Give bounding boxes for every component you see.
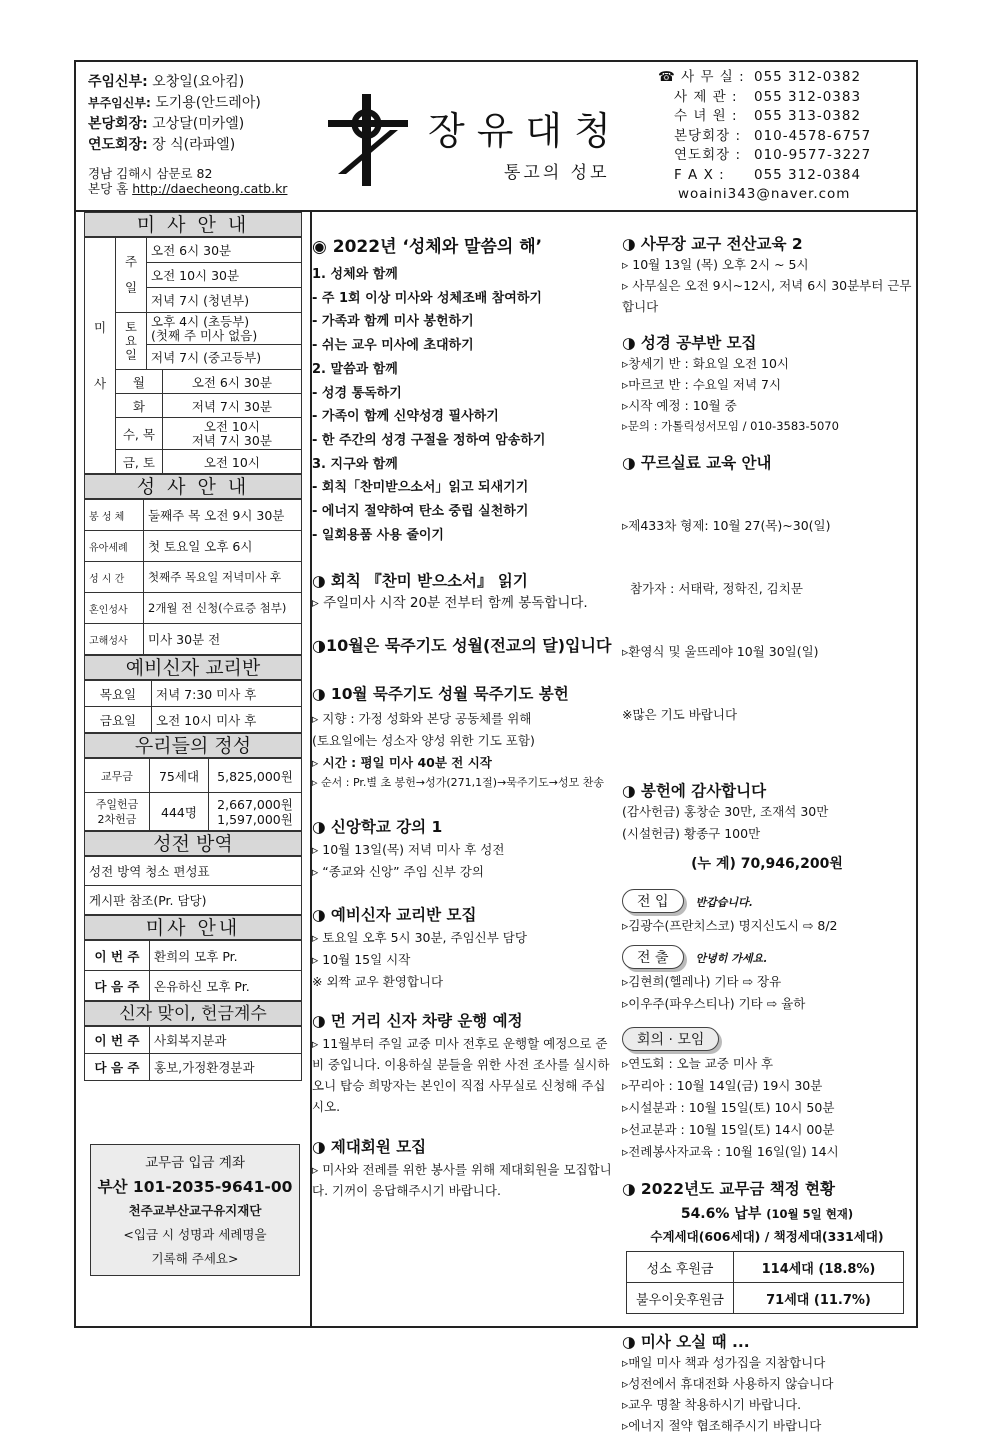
offering-count: 75세대 bbox=[150, 759, 209, 793]
list-item: ▹ 지향 : 가정 성화와 본당 공동체를 위해 bbox=[312, 711, 532, 727]
list-item: ▹전례봉사자교육 : 10월 16일(일) 14시 bbox=[622, 1144, 839, 1159]
homepage-label: 본당 홈 bbox=[88, 181, 129, 196]
week-label: 이 번 주 bbox=[85, 1027, 150, 1054]
parish-subtitle: 통고의 성모 bbox=[504, 163, 610, 183]
contact-row: F A X : 055 312-0384 bbox=[674, 166, 862, 183]
email[interactable]: woaini343@naver.com bbox=[678, 186, 851, 202]
class-time: 오전 10시 미사 후 bbox=[152, 707, 302, 733]
transfer-out-list bbox=[622, 971, 912, 1015]
list-item: 1. 성체와 함께 bbox=[312, 267, 398, 282]
offering-table bbox=[84, 758, 302, 831]
sacrament-info: 첫째주 목요일 저녁미사 후 bbox=[144, 562, 302, 593]
shuttle-title: ◑ 먼 거리 신자 차량 운행 예정 bbox=[312, 1012, 523, 1031]
thanks-list bbox=[622, 801, 912, 845]
list-item: - 에너지 절약하여 탄소 중립 실천하기 bbox=[312, 504, 529, 520]
week-label: 다 음 주 bbox=[85, 971, 150, 1001]
contact-row: 연도회장 : 010-9577-3227 bbox=[674, 147, 872, 163]
rosary-month-title: ◑10월은 묵주기도 성월(전교의 달)입니다 bbox=[312, 636, 612, 656]
bank-account-box bbox=[90, 1144, 300, 1276]
list-item: ▹ 순서 : Pr.별 초 봉헌→성가(271,1절)→묵주기도→성모 찬송 bbox=[312, 776, 605, 790]
list-item: - 성경 통독하기 bbox=[312, 385, 402, 401]
list-item: ▹마르코 반 : 수요일 저녁 7시 bbox=[622, 377, 782, 392]
list-item: ▹ 사무실은 오전 9시~12시, 저녁 6시 30분부터 근무합니다 bbox=[622, 278, 912, 314]
transfer-out-tag: 전 출 bbox=[622, 945, 684, 969]
bible-study-title: ◑ 성경 공부반 모집 bbox=[622, 334, 757, 352]
list-item: ▹ 10월 15일 시작 bbox=[312, 952, 411, 968]
list-item: - 한 주간의 성경 구절을 정하여 암송하기 bbox=[312, 432, 546, 448]
list-item: ▹에너지 절약 협조해주시기 바랍니다 bbox=[622, 1418, 822, 1433]
list-item: ▹ 토요일 오후 5시 30분, 주임신부 담당 bbox=[312, 930, 527, 946]
homepage-link[interactable]: http://daecheong.catb.kr bbox=[132, 181, 288, 196]
address: 경남 김해시 삼문로 82 bbox=[88, 166, 213, 181]
laudato-si-title: ◑ 회칙 『찬미 받으소서』 읽기 bbox=[312, 572, 528, 591]
welcome-heading: 신자 맞이, 헌금계수 bbox=[84, 1001, 302, 1026]
catechumen-recruit-list bbox=[312, 927, 616, 993]
list-item: ▹창세기 반 : 화요일 오전 10시 bbox=[622, 356, 790, 371]
fee-rate: 54.6% 납부 bbox=[680, 1206, 762, 1222]
class-day: 금요일 bbox=[85, 707, 152, 733]
year-theme-list bbox=[312, 263, 616, 547]
middle-column bbox=[312, 212, 616, 1201]
offering-type: 교무금 bbox=[85, 759, 150, 793]
list-item: (시설헌금) 황종구 100만 bbox=[622, 826, 761, 841]
contact-row: ☎ 사 무 실 : 055 312-0382 bbox=[658, 69, 862, 85]
list-item: ▹연도회 : 오늘 교중 미사 후 bbox=[622, 1056, 774, 1071]
list-item: ▹ 10월 13일(목) 저녁 미사 후 성전 bbox=[312, 842, 505, 858]
duty-group: 사회복지분과 bbox=[150, 1027, 302, 1054]
address-block bbox=[88, 166, 287, 196]
fund-table bbox=[626, 1251, 904, 1314]
parish-cross-logo-icon bbox=[328, 94, 408, 186]
mass-duty-heading: 미사 안내 bbox=[84, 915, 302, 940]
weekday: 금, 토 bbox=[116, 450, 163, 474]
mass-time: 오후 4시 (초등부) (첫째 주 미사 없음) bbox=[147, 313, 302, 345]
class-day: 목요일 bbox=[85, 681, 152, 707]
fee-date: (10월 5일 현재) bbox=[766, 1207, 854, 1221]
mass-time: 저녁 7시 (중고등부) bbox=[147, 345, 302, 370]
catechumen-table bbox=[84, 680, 302, 733]
cleaning-info: 성전 방역 청소 편성표 bbox=[85, 857, 302, 886]
list-item: ※ 외짝 교우 환영합니다 bbox=[312, 974, 444, 990]
contact-list bbox=[658, 68, 871, 205]
list-item: 참가자 : 서태락, 정학진, 김치문 bbox=[622, 581, 803, 596]
contact-row: 수 녀 원 : 055 313-0382 bbox=[674, 108, 862, 124]
list-item: (감사헌금) 홍창순 30만, 조재석 30만 bbox=[622, 804, 829, 819]
account-holder: 천주교부산교구유지재단 bbox=[128, 1203, 262, 1218]
thanks-title: ◑ 봉헌에 감사합니다 bbox=[622, 782, 767, 800]
cursillo-list bbox=[622, 473, 912, 767]
mass-group-label: 미 사 bbox=[85, 238, 116, 474]
mass-time: 저녁 7시 30분 bbox=[162, 394, 301, 418]
list-item: ▹김광수(프란치스코) 명지신도시 ⇨ 8/2 bbox=[622, 918, 838, 933]
cleaning-info: 게시판 참조(Pr. 담당) bbox=[85, 886, 302, 915]
offering-type: 주일헌금 2차헌금 bbox=[85, 793, 150, 831]
parish-fee-title: ◑ 2022년도 교무금 책정 현황 bbox=[622, 1180, 836, 1198]
list-item: ▹ 시간 : 평일 미사 40분 전 시작 bbox=[312, 755, 492, 771]
list-item: ▹교우 명찰 착용하시기 바랍니다. bbox=[622, 1397, 802, 1412]
office-training-title: ◑ 사무장 교구 전산교육 2 bbox=[622, 235, 803, 253]
pastor-row: 연도회장: 장 식(라파엘) bbox=[88, 137, 236, 153]
list-item: ▹제433차 형제: 10월 27(목)~30(일) bbox=[622, 518, 831, 533]
catechumen-heading: 예비신자 교리반 bbox=[84, 655, 302, 680]
saturday-label: 토 요 일 bbox=[116, 313, 147, 370]
mass-time: 오전 10시 30분 bbox=[147, 263, 302, 288]
offering-heading: 우리들의 정성 bbox=[84, 733, 302, 758]
pastor-row: 부주임신부: 도기용(안드레아) bbox=[88, 95, 261, 111]
welcome-handwriting: 반갑습니다. bbox=[695, 896, 753, 909]
fund-value: 114세대 (18.8%) bbox=[734, 1252, 904, 1283]
cleaning-table bbox=[84, 856, 302, 915]
catechumen-recruit-title: ◑ 예비신자 교리반 모집 bbox=[312, 906, 477, 925]
sacrament-name: 봉 성 체 bbox=[85, 500, 144, 531]
header bbox=[76, 62, 916, 212]
sacrament-info: 둘째주 목 오전 9시 30분 bbox=[144, 500, 302, 531]
left-sidebar bbox=[84, 212, 302, 1081]
week-label: 이 번 주 bbox=[85, 941, 150, 971]
account-number: 부산 101-2035-9641-00 bbox=[97, 1178, 293, 1196]
weekday: 월 bbox=[116, 370, 163, 394]
meeting-tag: 회의 · 모임 bbox=[622, 1027, 719, 1051]
weekday: 화 bbox=[116, 394, 163, 418]
pastor-row: 본당회장: 고상달(미카엘) bbox=[88, 116, 245, 132]
account-note: <입금 시 성명과 세례명을 bbox=[123, 1227, 267, 1242]
offering-amount: 5,825,000원 bbox=[209, 759, 302, 793]
office-training-list bbox=[622, 254, 912, 317]
bible-study-list bbox=[622, 353, 912, 437]
list-item: ▹ “종교와 신앙” 주임 신부 강의 bbox=[312, 864, 484, 880]
list-item: - 주 1회 이상 미사와 성체조배 참여하기 bbox=[312, 290, 542, 306]
mass-schedule-heading: 미 사 안 내 bbox=[84, 212, 302, 237]
list-item: ▹김현희(헬레나) 기타 ⇨ 장유 bbox=[622, 974, 782, 989]
faith-school-title: ◑ 신앙학교 강의 1 bbox=[312, 818, 443, 837]
list-item: ▹성전에서 휴대전화 사용하지 않습니다 bbox=[622, 1376, 834, 1391]
altar-server-title: ◑ 제대회원 모집 bbox=[312, 1138, 427, 1157]
list-item: - 일회용품 사용 줄이기 bbox=[312, 527, 444, 543]
offering-count: 444명 bbox=[150, 793, 209, 831]
rosary-offering-title: ◑ 10월 묵주기도 성월 묵주기도 봉헌 bbox=[312, 685, 569, 704]
cleaning-heading: 성전 방역 bbox=[84, 831, 302, 856]
mass-duty-table bbox=[84, 940, 302, 1001]
bulletin-page bbox=[74, 60, 918, 1433]
welcome-table bbox=[84, 1026, 302, 1081]
sacrament-info: 미사 30분 전 bbox=[144, 624, 302, 655]
mass-etiquette-list bbox=[622, 1352, 912, 1436]
shuttle-body: ▹ 11월부터 주일 교중 미사 전후로 운행할 예정으로 준비 중입니다. 이용하실 분들을 위한 사전 조사를 실시하오니 탑승 희망자는 본인이 직접 사무실로 신청해 주십시오. bbox=[312, 1036, 610, 1115]
list-item: ▹매일 미사 책과 성가집을 지참합니다 bbox=[622, 1355, 826, 1370]
transfer-in-tag: 전 입 bbox=[622, 889, 684, 913]
altar-server-body: ▹ 미사와 전례를 위한 봉사를 위해 제대회원을 모집합니다. 기꺼이 응답해주시기 바랍니다. bbox=[312, 1162, 612, 1199]
mass-time: 저녁 7시 (청년부) bbox=[147, 288, 302, 313]
contact-row: 사 제 관 : 055 312-0383 bbox=[674, 88, 862, 105]
sunday-label: 주 일 bbox=[116, 238, 147, 313]
sacrament-info: 첫 토요일 오후 6시 bbox=[144, 531, 302, 562]
list-item: ▹꾸리아 : 10월 14일(금) 19시 30분 bbox=[622, 1078, 823, 1093]
mass-etiquette-title: ◑ 미사 오실 때 ... bbox=[622, 1333, 750, 1351]
duty-group: 홍보,가정환경분과 bbox=[150, 1054, 302, 1081]
sacrament-name: 유아세례 bbox=[85, 531, 144, 562]
farewell-handwriting: 안녕히 가세요. bbox=[695, 952, 767, 965]
year-theme-title: ◉ 2022년 ‘성체와 말씀의 해’ bbox=[312, 237, 543, 257]
fund-value: 71세대 (11.7%) bbox=[734, 1283, 904, 1314]
list-item: 3. 지구와 함께 bbox=[312, 456, 398, 472]
parish-title: 장유대청 bbox=[428, 109, 623, 153]
list-item: - 회칙「찬미받으소서」읽고 되새기기 bbox=[312, 480, 529, 496]
sacrament-table bbox=[84, 499, 302, 655]
list-item: ▹시설분과 : 10월 15일(토) 10시 50분 bbox=[622, 1100, 835, 1115]
cursillo-title: ◑ 꾸르실료 교육 안내 bbox=[622, 454, 772, 472]
weekday: 수, 목 bbox=[116, 418, 163, 450]
transfer-in-list bbox=[622, 915, 912, 937]
laudato-si-body: ▹ 주일미사 시작 20분 전부터 함께 봉독합니다. bbox=[312, 595, 588, 612]
week-label: 다 음 주 bbox=[85, 1054, 150, 1081]
fee-subtitle: 수계세대(606세대) / 책정세대(331세대) bbox=[650, 1229, 884, 1244]
mass-time: 오전 10시 저녁 7시 30분 bbox=[162, 418, 301, 450]
rosary-offering-list bbox=[312, 708, 616, 791]
list-item: ▹문의 : 가톨릭성서모임 / 010-3583-5070 bbox=[622, 419, 839, 433]
fund-name: 불우이웃후원금 bbox=[627, 1283, 734, 1314]
class-time: 저녁 7:30 미사 후 bbox=[152, 681, 302, 707]
duty-group: 온유하신 모후 Pr. bbox=[150, 971, 302, 1001]
mass-time: 오전 6시 30분 bbox=[147, 238, 302, 263]
mass-time: 오전 10시 bbox=[162, 450, 301, 474]
mass-schedule-table bbox=[84, 237, 302, 474]
list-item: ※많은 기도 바랍니다 bbox=[622, 707, 738, 722]
list-item: ▹시작 예정 : 10월 중 bbox=[622, 398, 737, 413]
sacrament-name: 혼인성사 bbox=[85, 593, 144, 624]
list-item: 2. 말씀과 함께 bbox=[312, 361, 398, 377]
sacrament-heading: 성 사 안 내 bbox=[84, 474, 302, 499]
duty-group: 환희의 모후 Pr. bbox=[150, 941, 302, 971]
fund-name: 성소 후원금 bbox=[627, 1252, 734, 1283]
right-column bbox=[622, 212, 912, 1436]
contact-row: 본당회장 : 010-4578-6757 bbox=[674, 127, 872, 144]
list-item: - 가족과 함께 미사 봉헌하기 bbox=[312, 314, 474, 330]
sacrament-name: 성 시 간 bbox=[85, 562, 144, 593]
list-item: ▹ 10월 13일 (목) 오후 2시 ~ 5시 bbox=[622, 257, 809, 272]
list-item: ▹이우주(파우스티나) 기타 ⇨ 율하 bbox=[622, 996, 806, 1011]
sacrament-name: 고해성사 bbox=[85, 624, 144, 655]
mass-time: 오전 6시 30분 bbox=[162, 370, 301, 394]
list-item: ▹선교분과 : 10월 15일(토) 14시 00분 bbox=[622, 1122, 835, 1137]
account-note: 기록해 주세요> bbox=[151, 1251, 239, 1266]
sacrament-info: 2개월 전 신청(수료증 첨부) bbox=[144, 593, 302, 624]
offering-amount: 2,667,000원 1,597,000원 bbox=[209, 793, 302, 831]
faith-school-list bbox=[312, 839, 616, 883]
thanks-total: (누 계) 70,946,200원 bbox=[691, 856, 843, 872]
pastor-row: 주임신부: 오창일(요아킴) bbox=[88, 74, 245, 90]
meeting-list bbox=[622, 1053, 912, 1163]
account-title: 교무금 입금 계좌 bbox=[145, 1155, 245, 1171]
list-item: (토요일에는 성소자 양성 위한 기도 포함) bbox=[312, 733, 535, 749]
pastor-list bbox=[88, 72, 261, 156]
list-item: ▹환영식 및 울뜨레야 10월 30일(일) bbox=[622, 644, 819, 659]
list-item: - 가족이 함께 신약성경 필사하기 bbox=[312, 409, 499, 425]
list-item: - 쉬는 교우 미사에 초대하기 bbox=[312, 338, 474, 354]
